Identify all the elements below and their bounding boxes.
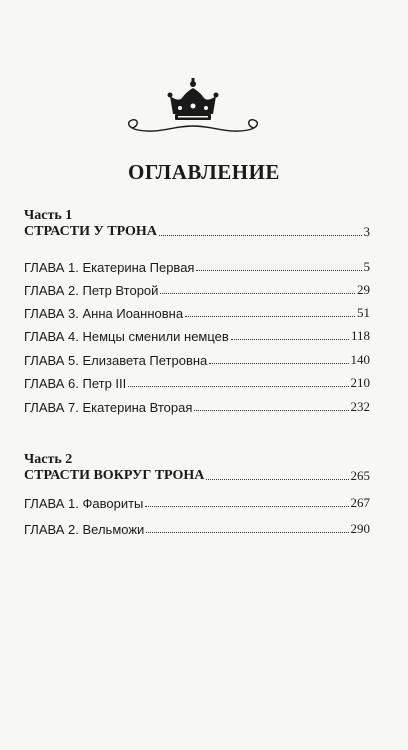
- toc-entry-chapter[interactable]: [24, 517, 370, 537]
- crown-flourish-icon: [118, 78, 268, 138]
- toc-entry-page: 267: [350, 495, 370, 510]
- toc-entry-chapter[interactable]: [24, 371, 370, 391]
- toc-entry-title: ГЛАВА 3. Анна Иоанновна: [24, 306, 184, 321]
- toc-entry-title: ГЛАВА 1. Екатерина Первая: [24, 260, 195, 275]
- toc-entry-page: 118: [350, 328, 370, 343]
- toc-entry-page: 140: [350, 352, 370, 367]
- toc-entry-part-2[interactable]: [24, 464, 370, 484]
- dot-leader: [185, 316, 355, 317]
- toc-entry-title: ГЛАВА 5. Елизавета Петровна: [24, 353, 208, 368]
- toc-entry-page: 210: [350, 375, 370, 390]
- dot-leader: [145, 506, 348, 507]
- dot-leader: [209, 363, 348, 364]
- toc-entry-page: 290: [350, 521, 370, 536]
- dot-leader: [159, 235, 362, 236]
- part-2-label: Часть 2: [24, 452, 73, 467]
- toc-entry-title: ГЛАВА 7. Екатерина Вторая: [24, 400, 193, 415]
- toc-entry-chapter[interactable]: [24, 278, 370, 298]
- dot-leader: [146, 532, 348, 533]
- toc-entry-chapter[interactable]: [24, 491, 370, 511]
- toc-entry-page: 232: [350, 399, 370, 414]
- toc-entry-page: 3: [363, 224, 370, 239]
- toc-entry-chapter[interactable]: [24, 324, 370, 344]
- toc-entry-title: ГЛАВА 6. Петр III: [24, 376, 127, 391]
- toc-entry-title: ГЛАВА 1. Фавориты: [24, 496, 144, 511]
- dot-leader: [128, 386, 348, 387]
- toc-entry-chapter[interactable]: [24, 348, 370, 368]
- dot-leader: [160, 293, 355, 294]
- toc-entry-page: 29: [357, 282, 370, 297]
- page-title: ОГЛАВЛЕНИЕ: [128, 160, 280, 184]
- toc-entry-chapter[interactable]: [24, 255, 370, 275]
- toc-entry-page: 51: [357, 305, 370, 320]
- toc-entry-chapter[interactable]: [24, 395, 370, 415]
- dot-leader: [194, 410, 348, 411]
- toc-entry-title: ГЛАВА 2. Петр Второй: [24, 283, 159, 298]
- toc-entry-title: СТРАСТИ У ТРОНА: [24, 224, 157, 239]
- dot-leader: [206, 479, 348, 480]
- toc-entry-page: 265: [350, 468, 370, 483]
- toc-entry-title: ГЛАВА 4. Немцы сменили немцев: [24, 329, 229, 344]
- part-1-label: Часть 1: [24, 208, 73, 223]
- toc-entry-title: ГЛАВА 2. Вельможи: [24, 522, 145, 537]
- toc-entry-chapter[interactable]: [24, 301, 370, 321]
- toc-entry-title: СТРАСТИ ВОКРУГ ТРОНА: [24, 468, 205, 483]
- dot-leader: [196, 270, 361, 271]
- toc-entry-page: 5: [363, 259, 370, 274]
- dot-leader: [231, 339, 349, 340]
- toc-entry-part-1[interactable]: [24, 220, 370, 240]
